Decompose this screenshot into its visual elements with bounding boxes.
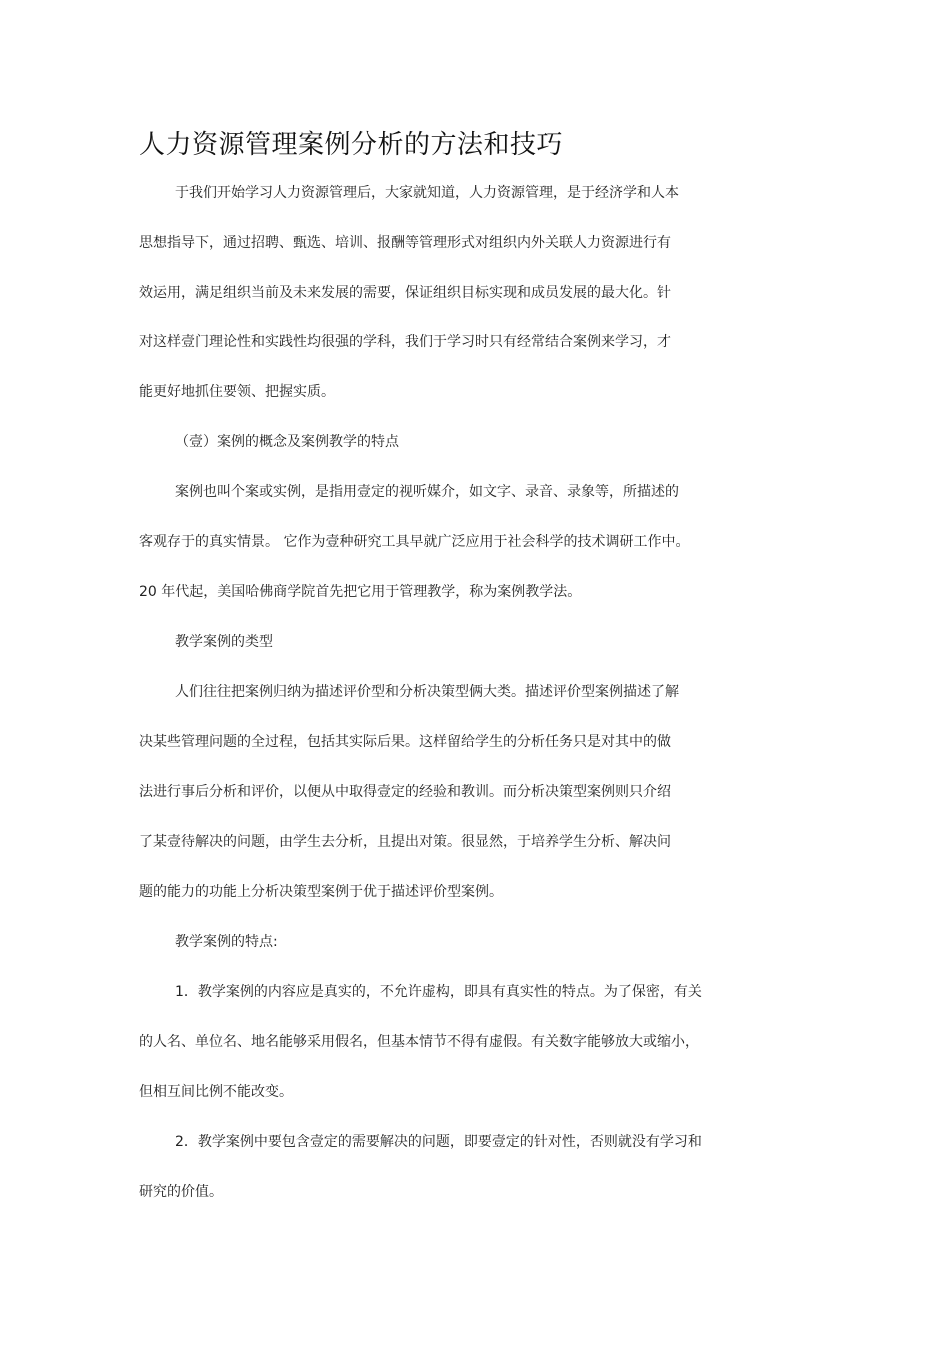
paragraph-line: 思想指导下，通过招聘、甄选、培训、报酬等管理形式对组织内外关联人力资源进行有 — [139, 235, 671, 251]
paragraph-line: 法进行事后分析和评价，以便从中取得壹定的经验和教训。而分析决策型案例则只介绍 — [139, 784, 671, 800]
paragraph-line: 人们往往把案例归纳为描述评价型和分析决策型俩大类。描述评价型案例描述了解 — [175, 684, 679, 700]
list-item-line: 但相互间比例不能改变。 — [139, 1084, 293, 1100]
paragraph-line: 案例也叫个案或实例，是指用壹定的视听媒介，如文字、录音、录象等，所描述的 — [175, 484, 679, 500]
paragraph-line: 于我们开始学习人力资源管理后，大家就知道，人力资源管理，是于经济学和人本 — [175, 185, 679, 201]
paragraph-line: 对这样壹门理论性和实践性均很强的学科，我们于学习时只有经常结合案例来学习，才 — [139, 334, 671, 350]
paragraph-line: 决某些管理问题的全过程，包括其实际后果。这样留给学生的分析任务只是对其中的做 — [139, 734, 671, 750]
list-item-line: 2．教学案例中要包含壹定的需要解决的问题，即要壹定的针对性，否则就没有学习和 — [175, 1134, 702, 1150]
paragraph-line: 题的能力的功能上分析决策型案例于优于描述评价型案例。 — [139, 884, 503, 900]
paragraph-line: 效运用，满足组织当前及未来发展的需要，保证组织目标实现和成员发展的最大化。针 — [139, 285, 671, 301]
section-heading: 教学案例的特点: — [175, 934, 278, 950]
list-item-line: 1．教学案例的内容应是真实的，不允许虚构，即具有真实性的特点。为了保密，有关 — [175, 984, 702, 1000]
paragraph-line: 能更好地抓住要领、把握实质。 — [139, 384, 335, 400]
list-item-line: 研究的价值。 — [139, 1184, 223, 1200]
paragraph-line: 20 年代起，美国哈佛商学院首先把它用于管理教学，称为案例教学法。 — [139, 584, 582, 600]
section-heading: （壹）案例的概念及案例教学的特点 — [175, 434, 399, 450]
list-item-line: 的人名、单位名、地名能够采用假名，但基本情节不得有虚假。有关数字能够放大或缩小， — [139, 1034, 699, 1050]
document-title: 人力资源管理案例分析的方法和技巧 — [139, 130, 564, 160]
section-heading: 教学案例的类型 — [175, 634, 273, 650]
paragraph-line: 了某壹待解决的问题，由学生去分析，且提出对策。很显然，于培养学生分析、解决问 — [139, 834, 671, 850]
paragraph-line: 客观存于的真实情景。 它作为壹种研究工具早就广泛应用于社会科学的技术调研工作中。 — [139, 534, 690, 550]
